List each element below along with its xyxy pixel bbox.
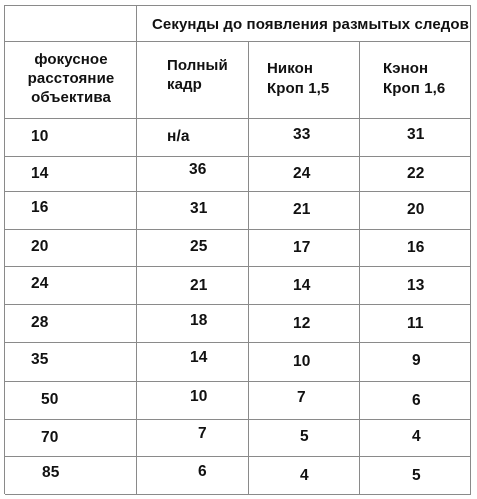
table-row-cell-nikon <box>249 382 360 420</box>
table-row-cell-full-frame <box>137 382 249 420</box>
left-header-line-3: объектива <box>31 89 111 106</box>
full-frame-value: 36 <box>189 161 207 178</box>
nikon-value: 10 <box>293 353 311 370</box>
nikon-value: 17 <box>293 239 311 256</box>
focal-length-value: 85 <box>42 464 60 481</box>
focal-length-value: 16 <box>31 199 49 216</box>
table-row-cell-nikon <box>249 230 360 267</box>
nikon-value: 24 <box>293 165 311 182</box>
full-frame-value: 18 <box>190 312 208 329</box>
column-header-full-frame-line-1: Полный <box>167 57 228 74</box>
table-row-cell-focal <box>5 267 137 305</box>
canon-value: 6 <box>412 392 421 409</box>
full-frame-value: 7 <box>198 425 207 442</box>
nikon-value: 14 <box>293 277 311 294</box>
table-row-cell-full-frame <box>137 305 249 343</box>
table-row-cell-nikon <box>249 267 360 305</box>
table-row-cell-nikon <box>249 305 360 343</box>
table-row-cell-canon <box>360 382 471 420</box>
table-row-cell-focal <box>5 230 137 267</box>
focal-length-value: 24 <box>31 275 49 292</box>
table-row-cell-canon <box>360 192 471 230</box>
table-row-cell-canon <box>360 267 471 305</box>
nikon-value: 4 <box>300 467 309 484</box>
nikon-value: 7 <box>297 389 306 406</box>
table-row-cell-focal <box>5 157 137 192</box>
column-header-nikon-line-2: Кроп 1,5 <box>267 80 330 97</box>
focal-length-value: 20 <box>31 238 49 255</box>
table-header-empty-cell <box>5 6 137 42</box>
table-row-cell-full-frame <box>137 119 249 157</box>
super-header-text: Секунды до появления размытых следов <box>152 16 469 33</box>
column-header-nikon-line-1: Никон <box>267 60 314 77</box>
column-header-full-frame <box>137 42 249 119</box>
table-row-cell-full-frame <box>137 267 249 305</box>
full-frame-value: н/а <box>167 128 190 145</box>
nikon-value: 21 <box>293 201 311 218</box>
canon-value: 20 <box>407 201 425 218</box>
focal-length-value: 35 <box>31 351 49 368</box>
table-row-cell-canon <box>360 305 471 343</box>
column-header-nikon-crop <box>249 42 360 119</box>
canon-value: 9 <box>412 352 421 369</box>
nikon-value: 12 <box>293 315 311 332</box>
table-row-cell-full-frame <box>137 343 249 382</box>
focal-length-value: 50 <box>41 391 59 408</box>
table-row-cell-nikon <box>249 119 360 157</box>
table-row-cell-focal <box>5 343 137 382</box>
focal-length-value: 14 <box>31 165 49 182</box>
table-row-cell-nikon <box>249 157 360 192</box>
table-row-cell-full-frame <box>137 230 249 267</box>
table-row-cell-focal <box>5 305 137 343</box>
table-row-cell-full-frame <box>137 420 249 457</box>
table-row-cell-nikon <box>249 343 360 382</box>
table-row-cell-full-frame <box>137 457 249 495</box>
focal-length-value: 70 <box>41 429 59 446</box>
table-row-cell-focal <box>5 420 137 457</box>
nikon-value: 5 <box>300 428 309 445</box>
column-header-canon-crop <box>360 42 471 119</box>
table-row-cell-canon <box>360 457 471 495</box>
full-frame-value: 14 <box>190 349 208 366</box>
table-row-cell-nikon <box>249 420 360 457</box>
table-row-cell-canon <box>360 119 471 157</box>
focal-length-exposure-table <box>4 5 471 494</box>
left-header-line-2: расстояние <box>27 70 115 87</box>
nikon-value: 33 <box>293 126 311 143</box>
table-left-header-cell <box>5 42 137 119</box>
table-row-cell-nikon <box>249 457 360 495</box>
canon-value: 5 <box>412 467 421 484</box>
canon-value: 4 <box>412 428 421 445</box>
table-super-header-cell <box>137 6 471 42</box>
left-header-line-1: фокусное <box>34 51 108 68</box>
table-row-cell-focal <box>5 382 137 420</box>
column-header-canon-line-2: Кроп 1,6 <box>383 80 446 97</box>
full-frame-value: 31 <box>190 200 208 217</box>
focal-length-value: 10 <box>31 128 49 145</box>
table-row-cell-nikon <box>249 192 360 230</box>
canon-value: 22 <box>407 165 425 182</box>
table-row-cell-full-frame <box>137 192 249 230</box>
column-header-canon-line-1: Кэнон <box>383 60 429 77</box>
table-row-cell-focal <box>5 192 137 230</box>
canon-value: 31 <box>407 126 425 143</box>
table-row-cell-canon <box>360 343 471 382</box>
full-frame-value: 10 <box>190 388 208 405</box>
table-row-cell-full-frame <box>137 157 249 192</box>
full-frame-value: 25 <box>190 238 208 255</box>
canon-value: 16 <box>407 239 425 256</box>
table-row-cell-canon <box>360 420 471 457</box>
table-row-cell-canon <box>360 157 471 192</box>
column-header-full-frame-line-2: кадр <box>167 76 202 93</box>
table-row-cell-canon <box>360 230 471 267</box>
canon-value: 11 <box>407 315 424 332</box>
table-row-cell-focal <box>5 457 137 495</box>
canon-value: 13 <box>407 277 425 294</box>
full-frame-value: 21 <box>190 277 208 294</box>
full-frame-value: 6 <box>198 463 207 480</box>
focal-length-value: 28 <box>31 314 49 331</box>
table-row-cell-focal <box>5 119 137 157</box>
